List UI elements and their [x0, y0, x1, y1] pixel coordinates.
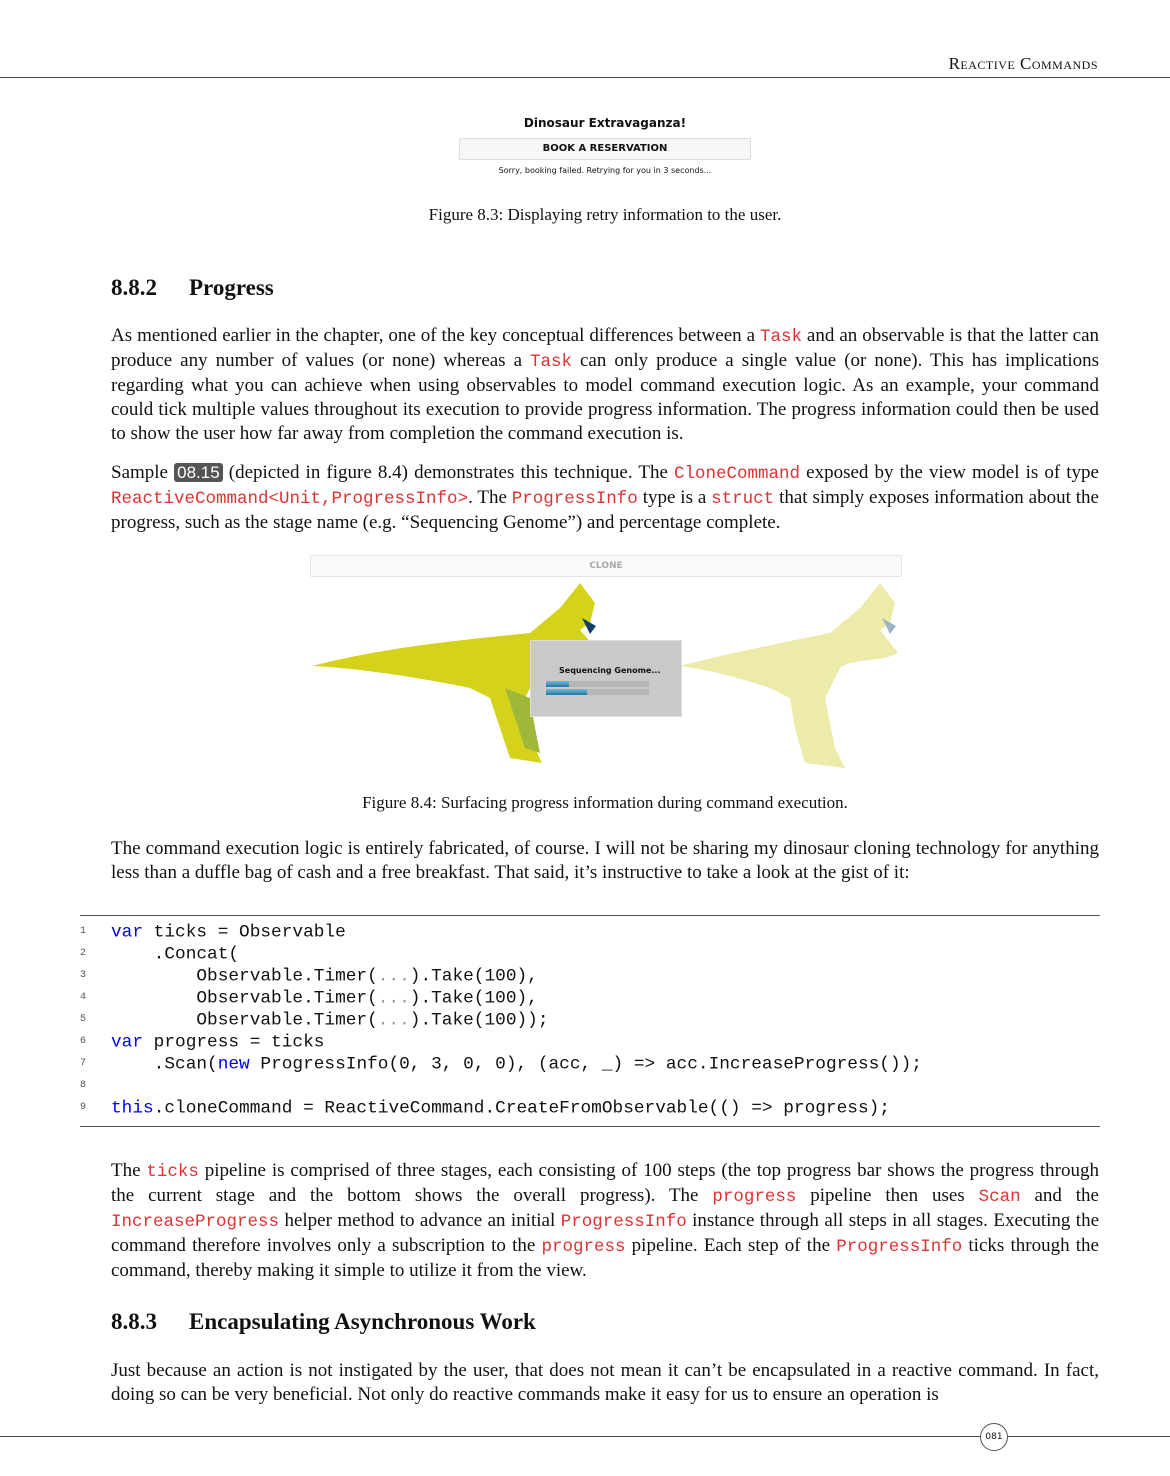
- code-text: ).Take(100),: [409, 988, 538, 1009]
- sample-badge: 08.15: [174, 463, 223, 482]
- code-line: [80, 1075, 111, 1097]
- line-number: 3: [80, 970, 87, 981]
- line-number: 1: [80, 926, 87, 937]
- inline-code: progress: [712, 1187, 797, 1207]
- code-text: Observable.Timer(: [111, 988, 378, 1009]
- retry-status: Sorry, booking failed. Retrying for you in 3 seconds...: [498, 166, 712, 175]
- figure-8-3: [459, 116, 751, 175]
- code-keyword: new: [217, 1054, 250, 1075]
- page-number: 081: [980, 1423, 1008, 1451]
- text-run: Just because an action is not instigated by the user, that does not mean it can’t be encapsulated in a reactive command. In fact, doing so can be very beneficial. Not only do reactive commands make it easy for us to ensure an operation is: [111, 1360, 1099, 1405]
- line-number: 5: [80, 1014, 87, 1025]
- section-title: Progress: [189, 275, 274, 300]
- text-run: The command execution logic is entirely fabricated, of course. I will not be sharing my dinosaur cloning technology for anything less than a duffle bag of cash and a free breakfast. That said, it’s instructive to take a look at the gist of it:: [111, 838, 1099, 883]
- code-text: ticks = Observable: [143, 922, 346, 943]
- text-run: The: [111, 1160, 147, 1181]
- inline-code: ticks: [146, 1162, 199, 1182]
- text-run: pipeline then uses: [796, 1185, 979, 1206]
- section-number: 8.8.2: [111, 275, 157, 300]
- line-number: 8: [80, 1080, 87, 1091]
- text-run: pipeline. Each step of the: [625, 1235, 837, 1256]
- clone-button[interactable]: CLONE: [310, 555, 902, 577]
- text-run: ticks through the command, thereby making it simple to utilize it from the view.: [111, 1235, 1099, 1281]
- figure-caption: Figure 8.3: Displaying retry information to the user.: [428, 205, 782, 224]
- code-line: [80, 987, 538, 1009]
- app-title: Dinosaur Extravaganza!: [523, 116, 687, 130]
- line-number: 6: [80, 1036, 87, 1047]
- code-keyword: var: [111, 1032, 144, 1053]
- inline-code: ProgressInfo: [511, 489, 638, 509]
- code-line: [80, 921, 346, 943]
- text-run: exposed by the view model is of type: [800, 462, 1099, 483]
- inline-code: Scan: [978, 1187, 1021, 1207]
- code-text: ).Take(100),: [409, 966, 538, 987]
- line-number: 2: [80, 948, 87, 959]
- paragraph: [111, 324, 1099, 446]
- inline-code: ProgressInfo: [560, 1212, 687, 1232]
- code-text: .Concat(: [111, 944, 240, 965]
- paragraph: [111, 461, 1099, 535]
- inline-code: ReactiveCommand<Unit,ProgressInfo>: [111, 489, 469, 509]
- text-run: helper method to advance an initial: [279, 1210, 561, 1231]
- code-line: [80, 1053, 922, 1075]
- figure-caption: Figure 8.4: Surfacing progress information during command execution.: [362, 793, 848, 812]
- text-run: Sample: [111, 462, 175, 483]
- stage-progress-bar: [546, 681, 649, 687]
- code-text: ...: [377, 1010, 410, 1031]
- inline-code: Task: [759, 327, 802, 347]
- code-line: [80, 1009, 549, 1031]
- text-run: As mentioned earlier in the chapter, one of the key conceptual differences between a: [111, 325, 760, 346]
- inline-code: IncreaseProgress: [111, 1212, 280, 1232]
- code-line: [80, 943, 239, 965]
- text-run: pipeline is comprised of three stages, each consisting of 100 steps (the top progress bar shows the progress through the current stage and the bottom shows the overall progress). The: [111, 1160, 1100, 1206]
- inline-code: struct: [711, 489, 775, 509]
- code-line: [80, 965, 538, 987]
- text-run: and the: [1020, 1185, 1099, 1206]
- paragraph: [111, 1159, 1099, 1283]
- progress-stage-label: Sequencing Genome...: [559, 666, 661, 675]
- code-text: progress = ticks: [143, 1032, 325, 1053]
- line-number: 9: [80, 1102, 87, 1113]
- paragraph: [111, 837, 1099, 885]
- inline-code: progress: [541, 1237, 626, 1257]
- text-run: . The: [468, 487, 512, 508]
- inline-code: Task: [529, 352, 572, 372]
- line-number: 4: [80, 992, 87, 1003]
- text-run: (depicted in figure 8.4) demonstrates this technique. The: [222, 462, 675, 483]
- running-header: Reactive Commands: [948, 54, 1098, 73]
- code-line: [80, 1031, 324, 1053]
- code-text: ...: [377, 988, 410, 1009]
- book-reservation-button[interactable]: BOOK A RESERVATION: [459, 138, 751, 160]
- section-title: Encapsulating Asynchronous Work: [189, 1309, 536, 1334]
- code-text: Observable.Timer(: [111, 966, 378, 987]
- text-run: instance through all steps in all stages. Executing the command therefore involves only a subscription to the: [111, 1210, 1100, 1256]
- code-keyword: this: [111, 1098, 154, 1119]
- code-text: ProgressInfo(0, 3, 0, 0), (acc, _) => acc.IncreaseProgress());: [249, 1054, 922, 1075]
- dinosaur-ghost-image: [680, 583, 898, 768]
- progress-dialog: [530, 640, 682, 717]
- inline-code: CloneCommand: [674, 464, 801, 484]
- header-rule: [0, 77, 1170, 78]
- code-text: Observable.Timer(: [111, 1010, 378, 1031]
- code-keyword: var: [111, 922, 144, 943]
- code-text: .Scan(: [111, 1054, 218, 1075]
- inline-code: ProgressInfo: [836, 1237, 963, 1257]
- text-run: can only produce a single value (or none). This has implications regarding what you can achieve when using observables to model command execution logic. As an example, your command could tick multiple values throughout its execution to provide progress information. The progress information could then be used to show the user how far away from completion the command execution is.: [111, 350, 1099, 444]
- code-text: ...: [377, 966, 410, 987]
- section-heading: [111, 275, 274, 301]
- text-run: that simply exposes information about the progress, such as the stage name (e.g. “Sequencing Genome”) and percentage complete.: [111, 487, 1099, 533]
- code-text: ).Take(100));: [409, 1010, 549, 1031]
- section-heading: [111, 1309, 536, 1335]
- code-line: [80, 1097, 890, 1119]
- paragraph: [111, 1359, 1099, 1407]
- line-number: 7: [80, 1058, 87, 1069]
- overall-progress-bar: [546, 689, 649, 695]
- code-listing: [80, 915, 1100, 1127]
- text-run: type is a: [637, 487, 712, 508]
- text-run: and an observable is that the latter can produce any number of values (or none) whereas a: [111, 325, 1100, 371]
- section-number: 8.8.3: [111, 1309, 157, 1334]
- code-text: .cloneCommand = ReactiveCommand.CreateFromObservable(() => progress);: [153, 1098, 890, 1119]
